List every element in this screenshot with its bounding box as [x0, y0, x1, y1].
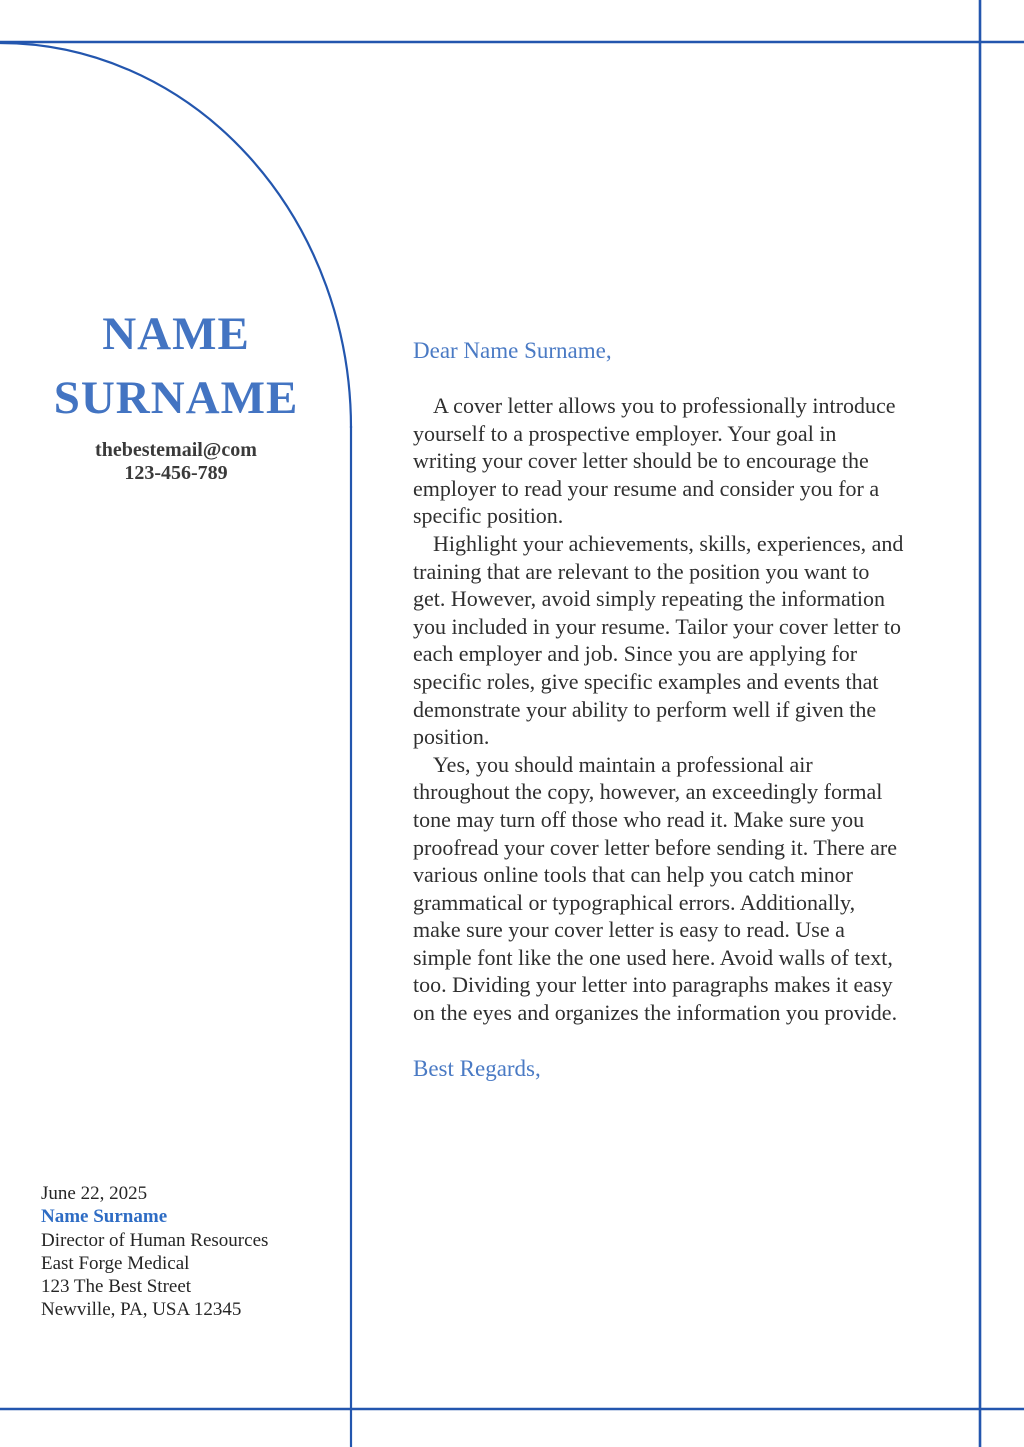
recipient-job-title: Director of Human Resources	[41, 1229, 269, 1251]
recipient-name: Name Surname	[41, 1206, 168, 1228]
recipient-company: East Forge Medical	[41, 1252, 190, 1274]
contact-phone: 123-456-789	[124, 462, 228, 484]
contact-email: thebestemail@com	[95, 439, 257, 461]
applicant-name-heading	[0, 302, 352, 430]
recipient-street: 123 The Best Street	[41, 1276, 192, 1298]
letter-closing: Best Regards,	[413, 1055, 541, 1081]
letter-paragraph: Yes, you should maintain a professional air throughout the copy, however, an exceedingly formal tone may turn off those who read it. Make sure you proofread your cover letter before sending it. There are various online tools that can help you catch minor grammatical or typographical errors. Additionally, make sure your cover letter is easy to read. Use a simple font like the one used here. Avoid walls of text, too. Dividing your letter into paragraphs makes it easy on the eyes and organizes the information you provide.	[413, 751, 898, 1026]
letter-body-column	[413, 336, 905, 1107]
letter-date: June 22, 2025	[41, 1183, 148, 1204]
letter-paragraph: Highlight your achievements, skills, experiences, and training that are relevant to the position you want to get. However, avoid simply repeating the information you included in your resume. Tailor your cover letter to each employer and job. Since you are applying for specific roles, give specific examples and events that demonstrate your ability to perform well if given the position.	[413, 530, 904, 750]
letter-paragraph: A cover letter allows you to professionally introduce yourself to a prospective employer. Your goal in writing your cover letter should be to encourage the employer to read your resume and consider you for a specific position.	[413, 393, 896, 529]
applicant-surname: SURNAME	[53, 372, 299, 424]
recipient-city: Newville, PA, USA 12345	[41, 1299, 242, 1321]
letter-salutation: Dear Name Surname,	[413, 338, 612, 363]
letter-paragraphs	[413, 392, 905, 1027]
identity-block	[0, 302, 352, 485]
applicant-first-name: NAME	[102, 308, 250, 360]
contact-block	[0, 439, 352, 485]
recipient-block	[41, 1182, 279, 1322]
